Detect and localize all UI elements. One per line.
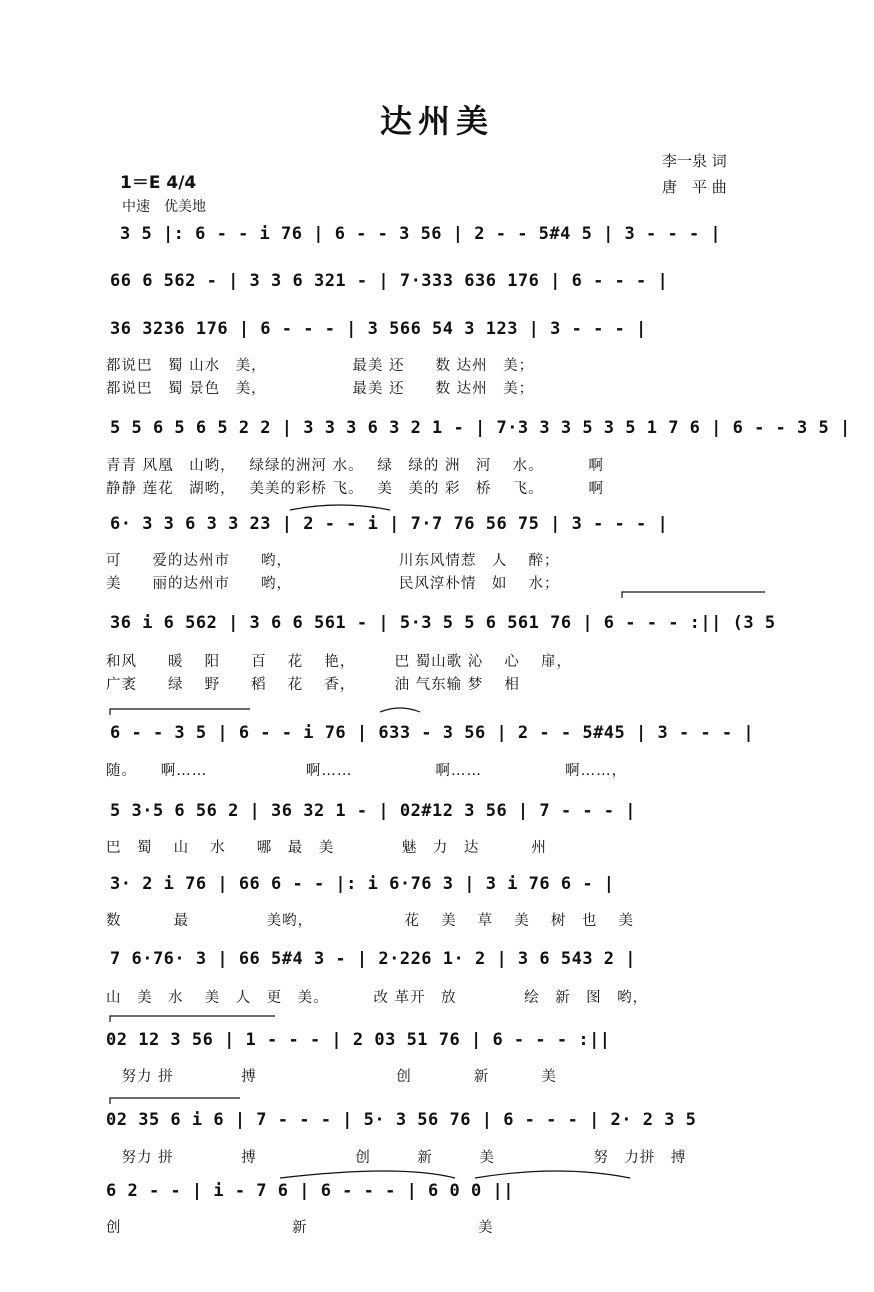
score-row-4: 5 5 6 5 6 5 2 2 | 3 3 3 6 3 2 1 - | 7·3 3 3 5 3 5 1 7 6 | 6 - - 3 5 |	[110, 418, 851, 438]
score-row-6: 36 i 6 562 | 3 6 6 561 - | 5·3 5 5 6 561 76 | 6 - - - :|| (3 5	[110, 613, 776, 633]
second-ending-bracket-2	[110, 1098, 240, 1104]
first-ending-bracket	[622, 592, 765, 598]
score-row-7: 6 - - 3 5 | 6 - - i 76 | 633 - 3 56 | 2 - - 5#45 | 3 - - - |	[110, 723, 755, 743]
lyric-row-4-verse-2: 静静 莲花 湖哟， 美美的彩桥 飞。 美 美的 彩 桥 飞。 啊	[106, 481, 605, 497]
score-row-9: 3· 2 i 76 | 66 6 - - |: i 6·76 3 | 3 i 76 6 - |	[110, 874, 615, 894]
tie-arc-4	[380, 708, 420, 712]
tempo-marking: 中速 优美地	[122, 199, 206, 215]
lyric-row-5-verse-2: 美 丽的达州市 哟， 民风淳朴情 如 水；	[106, 576, 560, 592]
tie-arc-3	[290, 505, 390, 510]
lyric-row-5-verse-1: 可 爱的达州市 哟， 川东风情惹 人 醉；	[106, 553, 560, 569]
lyricist-credit: 李一泉 词	[662, 152, 727, 170]
score-row-10: 7 6·76· 3 | 66 5#4 3 - | 2·226 1· 2 | 3 6 543 2 |	[110, 949, 637, 969]
lyric-row-3-verse-1: 都说巴 蜀 山水 美， 最美 还 数 达州 美；	[106, 358, 535, 374]
lyric-row-7: 随。 啊…… 啊…… 啊…… 啊……，	[106, 763, 628, 779]
lyric-row-4-verse-1: 青青 风凰 山哟， 绿绿的洲河 水。 绿 绿的 洲 河 水。 啊	[106, 458, 605, 474]
lyric-row-9: 数 最 美哟， 花 美 草 美 树 也 美	[106, 913, 635, 929]
lyric-row-6-verse-2: 广袤 绿 野 稻 花 香， 油 气东输 梦 相	[106, 677, 520, 693]
composer-credit: 唐 平 曲	[662, 178, 727, 196]
song-title: 达州美	[379, 102, 494, 140]
lyric-row-3-verse-2: 都说巴 蜀 景色 美， 最美 还 数 达州 美；	[106, 381, 535, 397]
score-row-12: 02 35 6 i 6 | 7 - - - | 5· 3 56 76 | 6 - - - | 2· 2 3 5	[106, 1110, 697, 1130]
key-signature: 1＝E 4/4	[120, 173, 197, 193]
lyric-row-10: 山 美 水 美 人 更 美。 改 革开 放 绘 新 图 哟，	[106, 990, 649, 1006]
first-ending-bracket-2	[110, 1016, 275, 1022]
lyric-row-11: 努力 拼 搏 创 新 美	[106, 1069, 557, 1085]
score-row-1: 3 5 |: 6 - - i 76 | 6 - - 3 56 | 2 - - 5#4 5 | 3 - - - |	[120, 224, 722, 244]
score-row-8: 5 3·5 6 56 2 | 36 32 1 - | 02#12 3 56 | 7 - - - |	[110, 801, 637, 821]
lyric-row-13: 创 新 美	[106, 1220, 494, 1236]
lyric-row-6-verse-1: 和风 暖 阳 百 花 艳， 巴 蜀山歌 沁 心 扉，	[106, 654, 573, 670]
tie-arc	[280, 1171, 455, 1178]
tie-arc-2	[475, 1171, 630, 1178]
score-row-3: 36 3236 176 | 6 - - - | 3 566 54 3 123 | 3 - - - |	[110, 319, 647, 339]
score-row-13: 6 2 - - | i - 7 6 | 6 - - - | 6 0 0 ||	[106, 1181, 514, 1201]
lyric-row-12: 努力 拼 搏 创 新 美 努 力拼 搏	[106, 1150, 687, 1166]
lyric-row-8: 巴 蜀 山 水 哪 最 美 魅 力 达 州	[106, 840, 547, 856]
score-row-2: 66 6 562 - | 3 3 6 321 - | 7·333 636 176 | 6 - - - |	[110, 271, 669, 291]
second-ending-bracket	[110, 709, 250, 715]
score-row-11: 02 12 3 56 | 1 - - - | 2 03 51 76 | 6 - - - :||	[106, 1030, 611, 1050]
score-row-5: 6· 3 3 6 3 3 23 | 2 - - i | 7·7 76 56 75 | 3 - - - |	[110, 514, 669, 534]
